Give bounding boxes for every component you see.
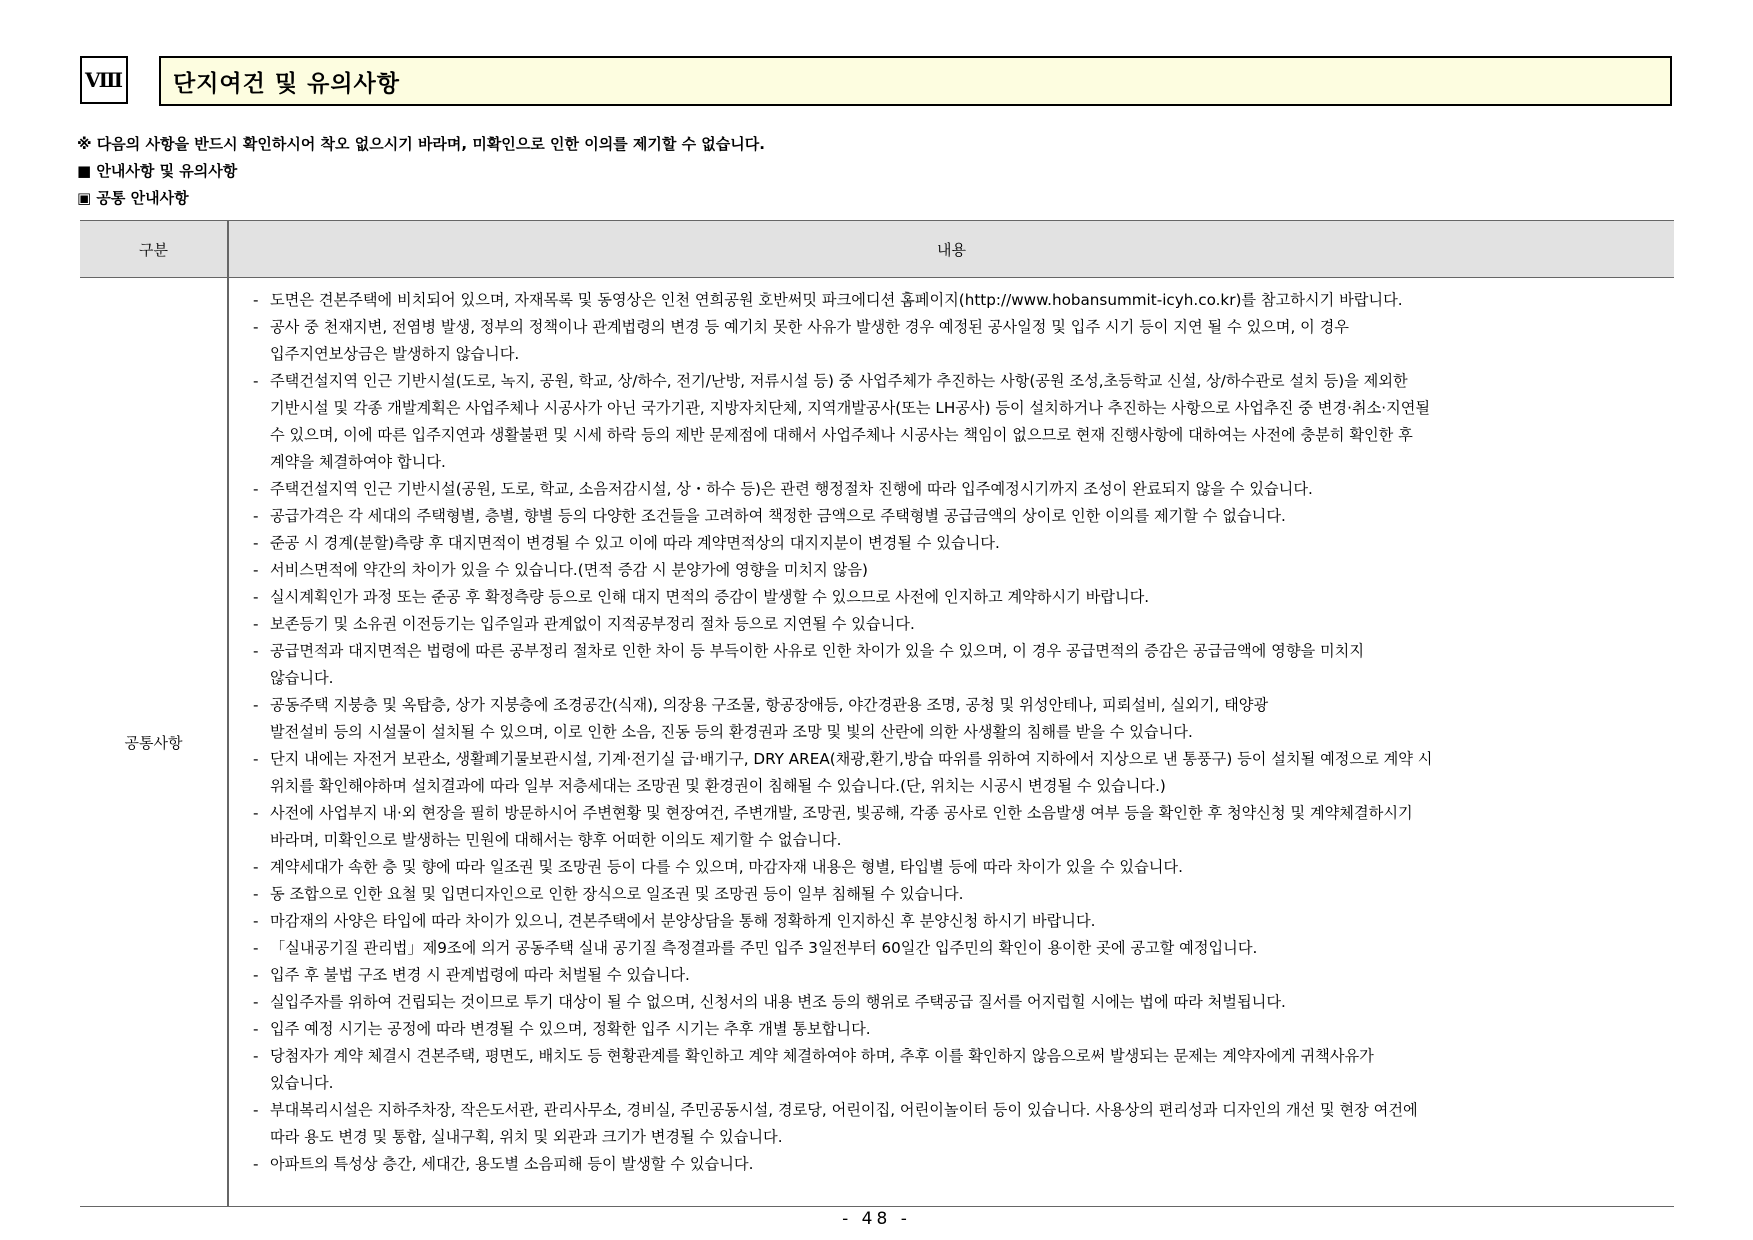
bullet-dash: - <box>253 318 259 336</box>
list-item-line: 입주지연보상금은 발생하지 않습니다. <box>270 345 520 363</box>
list-item <box>253 611 1653 638</box>
list-item <box>253 881 1653 908</box>
list-item <box>253 503 1653 530</box>
bullet-dash: - <box>253 993 259 1011</box>
list-item <box>253 746 1653 800</box>
bullet-dash: - <box>253 615 259 633</box>
list-item <box>253 1097 1653 1151</box>
list-item-line: 주택건설지역 인근 기반시설(공원, 도로, 학교, 소음저감시설, 상・하수 등)은 관련 행정절차 진행에 따라 입주예정시기까지 조성이 완료되지 않을 수 있습니다. <box>270 480 1313 498</box>
bullet-dash: - <box>253 804 259 822</box>
list-item <box>253 1016 1653 1043</box>
column-divider <box>227 221 229 1206</box>
bullet-dash: - <box>253 696 259 714</box>
list-item-line: 주택건설지역 인근 기반시설(도로, 녹지, 공원, 학교, 상/하수, 전기/난방, 저류시설 등) 중 사업주체가 추진하는 사항(공원 조성,초등학교 신설, 상/하수관로 설치 등)을 제외한 <box>270 372 1408 390</box>
bullet-dash: - <box>253 642 259 660</box>
bullet-dash: - <box>253 966 259 984</box>
list-item-line: 바라며, 미확인으로 발생하는 민원에 대해서는 향후 어떠한 이의도 제기할 수 없습니다. <box>270 831 842 849</box>
list-item <box>253 287 1653 314</box>
bullet-dash: - <box>253 507 259 525</box>
bullet-dash: - <box>253 291 259 309</box>
list-item-line: 공사 중 천재지변, 전염병 발생, 정부의 정책이나 관계법령의 변경 등 예기치 못한 사유가 발생한 경우 예정된 공사일정 및 입주 시기 등이 지연 될 수 있으며, 이 경우 <box>270 318 1349 336</box>
list-item-line: 발전설비 등의 시설물이 설치될 수 있으며, 이로 인한 소음, 진동 등의 환경권과 조망 및 빛의 산란에 의한 사생활의 침해를 받을 수 있습니다. <box>270 723 1193 741</box>
bullet-dash: - <box>253 534 259 552</box>
list-item-line: 마감재의 사양은 타입에 따라 차이가 있으니, 견본주택에서 분양상담을 통해 정확하게 인지하신 후 분양신청 하시기 바랍니다. <box>270 912 1096 930</box>
page-number: - 48 - <box>842 1209 911 1229</box>
bullet-dash: - <box>253 939 259 957</box>
list-item-line: 동 조합으로 인한 요철 및 입면디자인으로 인한 장식으로 일조권 및 조망권 등이 일부 침해될 수 있습니다. <box>270 885 964 903</box>
list-item-line: 서비스면적에 약간의 차이가 있을 수 있습니다.(면적 증감 시 분양가에 영향을 미치지 않음) <box>270 561 868 579</box>
bullet-dash: - <box>253 885 259 903</box>
list-item-line: 수 있으며, 이에 따른 입주지연과 생활불편 및 시세 하락 등의 제반 문제점에 대해서 사업주체나 시공사는 책임이 없으므로 현재 진행사항에 대하여는 사전에 충분히 확인한 후 <box>270 426 1413 444</box>
list-item <box>253 692 1653 746</box>
bullet-dash: - <box>253 480 259 498</box>
list-item <box>253 1043 1653 1097</box>
notes <box>77 131 765 212</box>
list-item-line: 단지 내에는 자전거 보관소, 생활폐기물보관시설, 기계·전기실 급·배기구, DRY AREA(채광,환기,방습 따위를 위하여 지하에서 지상으로 낸 통풍구) 등이 설치될 예정으로 계약 시 <box>270 750 1433 768</box>
list-item-line: 아파트의 특성상 층간, 세대간, 용도별 소음피해 등이 발생할 수 있습니다. <box>270 1155 754 1173</box>
bullet-dash: - <box>253 372 259 390</box>
list-item-line: 기반시설 및 각종 개발계획은 사업주체나 시공사가 아닌 국가기관, 지방자치단체, 지역개발공사(또는 LH공사) 등이 설치하거나 추진하는 사항으로 사업추진 중 변경·취소·지연될 <box>270 399 1431 417</box>
subheading-guidance: ■ 안내사항 및 유의사항 <box>77 162 238 180</box>
list-item-line: 공급면적과 대지면적은 법령에 따른 공부정리 절차로 인한 차이 등 부득이한 사유로 인한 차이가 있을 수 있으며, 이 경우 공급면적의 증감은 공급금액에 영향을 미치지 <box>270 642 1365 660</box>
list-item-line: 부대복리시설은 지하주차장, 작은도서관, 관리사무소, 경비실, 주민공동시설, 경로당, 어린이집, 어린이놀이터 등이 있습니다. 사용상의 편리성과 디자인의 개선 및 현장 여건에 <box>270 1101 1418 1119</box>
list-item-line: 따라 용도 변경 및 통합, 실내구획, 위치 및 외관과 크기가 변경될 수 있습니다. <box>270 1128 783 1146</box>
list-item-line: 입주 후 불법 구조 변경 시 관계법령에 따라 처벌될 수 있습니다. <box>270 966 690 984</box>
bullet-dash: - <box>253 912 259 930</box>
list-item-line: 실입주자를 위하여 건립되는 것이므로 투기 대상이 될 수 없으며, 신청서의 내용 변조 등의 행위로 주택공급 질서를 어지럽힐 시에는 법에 따라 처벌됩니다. <box>270 993 1286 1011</box>
list-item-line: 실시계획인가 과정 또는 준공 후 확정측량 등으로 인해 대지 면적의 증감이 발생할 수 있으므로 사전에 인지하고 계약하시기 바랍니다. <box>270 588 1150 606</box>
list-item-line: 공급가격은 각 세대의 주택형별, 층별, 향별 등의 다양한 조건들을 고려하여 책정한 금액으로 주택형별 공급금액의 상이로 인한 이의를 제기할 수 없습니다. <box>270 507 1286 525</box>
list-item <box>253 854 1653 881</box>
list-item <box>253 314 1653 368</box>
list-item <box>253 584 1653 611</box>
list-item-line: 위치를 확인해야하며 설치결과에 따라 일부 저층세대는 조망권 및 환경권이 침해될 수 있습니다.(단, 위치는 시공시 변경될 수 있습니다.) <box>270 777 1166 795</box>
bullet-dash: - <box>253 588 259 606</box>
bullet-dash: - <box>253 1020 259 1038</box>
category-cell: 공통사항 <box>124 733 183 752</box>
notice-text: ※ 다음의 사항을 반드시 확인하시어 착오 없으시기 바라며, 미확인으로 인한 이의를 제기할 수 없습니다. <box>77 135 765 153</box>
list-item-line: 당첨자가 계약 체결시 견본주택, 평면도, 배치도 등 현황관계를 확인하고 계약 체결하여야 하며, 추후 이를 확인하지 않음으로써 발생되는 문제는 계약자에게 귀책사유가 <box>270 1047 1374 1065</box>
list-item <box>253 989 1653 1016</box>
bullet-dash: - <box>253 750 259 768</box>
list-item-line: 계약세대가 속한 층 및 향에 따라 일조권 및 조망권 등이 다를 수 있으며, 마감자재 내용은 형별, 타입별 등에 따라 차이가 있을 수 있습니다. <box>270 858 1183 876</box>
list-item-line: 준공 시 경계(분할)측량 후 대지면적이 변경될 수 있고 이에 따라 계약면적상의 대지지분이 변경될 수 있습니다. <box>270 534 1000 552</box>
list-item <box>253 530 1653 557</box>
list-item-line: 않습니다. <box>270 669 334 687</box>
bullet-dash: - <box>253 858 259 876</box>
list-item-line: 「실내공기질 관리법」제9조에 의거 공동주택 실내 공기질 측정결과를 주민 입주 3일전부터 60일간 입주민의 확인이 용이한 곳에 공고할 예정입니다. <box>270 939 1258 957</box>
list-item <box>253 476 1653 503</box>
bullet-dash: - <box>253 1047 259 1065</box>
info-table <box>80 220 1674 1207</box>
subheading-common: ▣ 공통 안내사항 <box>77 189 189 207</box>
section-number: Ⅷ <box>80 56 128 104</box>
table-header <box>80 221 1674 278</box>
list-item <box>253 557 1653 584</box>
list-item <box>253 800 1653 854</box>
bullet-dash: - <box>253 1155 259 1173</box>
header-content: 내용 <box>937 240 966 259</box>
section-title: 단지여건 및 유의사항 <box>159 56 1672 106</box>
header-category: 구분 <box>139 240 168 259</box>
bullet-dash: - <box>253 561 259 579</box>
list-item <box>253 638 1653 692</box>
list-item-line: 있습니다. <box>270 1074 334 1092</box>
list-item <box>253 908 1653 935</box>
bullet-dash: - <box>253 1101 259 1119</box>
list-item-line: 계약을 체결하여야 합니다. <box>270 453 446 471</box>
list-item-line: 보존등기 및 소유권 이전등기는 입주일과 관계없이 지적공부정리 절차 등으로 지연될 수 있습니다. <box>270 615 915 633</box>
list-item <box>253 935 1653 962</box>
list-item-line: 사전에 사업부지 내·외 현장을 필히 방문하시어 주변현황 및 현장여건, 주변개발, 조망권, 빛공해, 각종 공사로 인한 소음발생 여부 등을 확인한 후 청약신청 및 계약체결하시기 <box>270 804 1413 822</box>
list-item-line: 공동주택 지붕층 및 옥탑층, 상가 지붕층에 조경공간(식재), 의장용 구조물, 항공장애등, 야간경관용 조명, 공청 및 위성안테나, 피뢰설비, 실외기, 태양광 <box>270 696 1269 714</box>
list-item <box>253 962 1653 989</box>
list-item <box>253 1151 1653 1178</box>
list-item <box>253 368 1653 476</box>
list-item-line: 입주 예정 시기는 공정에 따라 변경될 수 있으며, 정확한 입주 시기는 추후 개별 통보합니다. <box>270 1020 871 1038</box>
content-list <box>253 287 1653 1178</box>
list-item-line: 도면은 견본주택에 비치되어 있으며, 자재목록 및 동영상은 인천 연희공원 호반써밋 파크에디션 홈페이지(http://www.hobansummit-icyh.co.kr)를 참고하시기 바랍니다. <box>270 291 1403 309</box>
